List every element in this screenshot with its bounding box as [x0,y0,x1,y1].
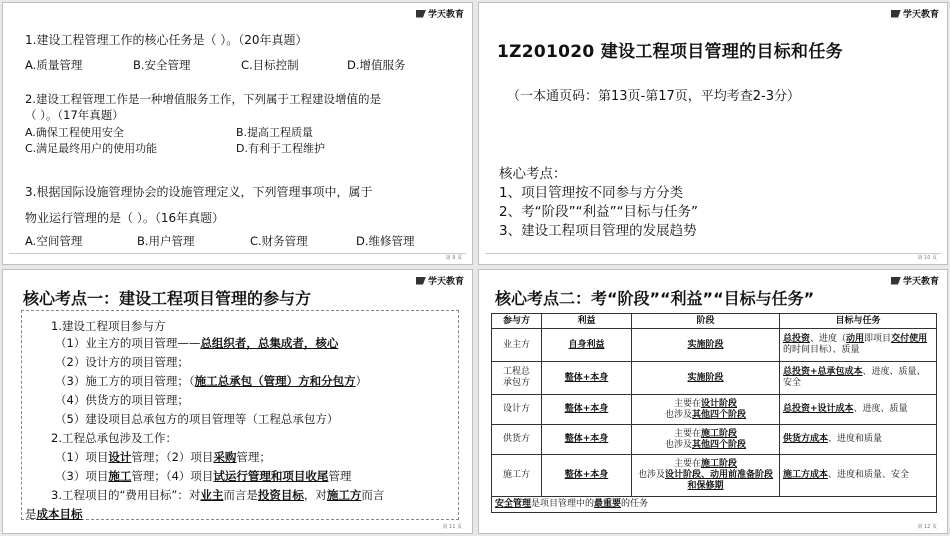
logo-icon [891,10,901,18]
item-text: 管理；（4）项目 [131,469,214,483]
brand-text: 学天教育 [427,10,464,20]
option-d: D.维修管理 [356,234,415,248]
core-item: 2、考“阶段”“利益”“目标与任务” [499,204,699,220]
item-emphasis: 成本目标 [36,507,83,521]
goal-emphasis: 总投资+设计成本 [783,404,854,414]
question-2-line-2: （ ）。（17年真题） [25,108,124,122]
goal-text: 、进度、质量 [853,404,908,414]
option-c: C.满足最终用户的使用功能 [25,142,158,155]
brand-logo [416,274,464,287]
item-text: 管理； [236,450,271,464]
participant-item-5: （5）建设项目总承包方的项目管理等（工程总承包方） [55,412,339,426]
option-d: D.增值服务 [347,58,406,72]
stage-cell [632,425,780,455]
slide-9 [2,2,473,265]
goal-cell [780,425,937,455]
table-footer-row [492,497,937,513]
option-c: C.目标控制 [241,58,299,72]
slide-title: 1Z201020 建设工程项目管理的目标和任务 [497,42,843,62]
brand-logo [416,7,464,20]
footer-divider [485,253,941,254]
goal-emphasis: 动用 [846,334,865,344]
stage-text: 主要在 [673,398,701,409]
slide-subtitle: （一本通页码：第13页-第17页，平均考查2-3分） [507,89,801,104]
goal-emphasis: 施工方成本 [783,470,829,480]
option-c: C.财务管理 [250,234,308,248]
item-text: （3）项目 [55,469,109,483]
slide-12 [478,269,948,534]
party-cell: 业主方 [492,329,542,362]
goal-text: 、进度和质量、安全 [828,470,910,480]
stage-emphasis: 其他四个阶段 [692,439,747,450]
goal-emphasis: 总投资 [783,334,811,344]
question-1-options [25,57,406,73]
brand-logo [891,7,939,20]
question-3-line-1: 3.根据国际设施管理协会的设施管理定义，下列管理事项中，属于 [25,185,373,199]
party-cell: 施工方 [492,455,542,497]
footer-emphasis: 最重要 [594,499,622,509]
party-text: 工程总承包方 [503,367,531,388]
core-points [499,165,698,241]
stage-emphasis: 设计阶段 [701,398,738,409]
core-item: 3、建设工程项目管理的发展趋势 [499,223,697,239]
interest-cell: 整体+本身 [542,455,632,497]
work-item-1 [55,449,271,465]
option-b: B.提高工程质量 [236,126,314,139]
item-text: 是 [25,507,37,521]
work-item-2 [55,468,351,484]
section-heading-3-cont [25,506,83,522]
question-1: 1.建设工程管理工作的核心任务是（ ）。（20年真题） [25,33,308,47]
table-row [492,329,937,362]
interest-cell: 整体+本身 [542,395,632,425]
footer-emphasis: 安全管理 [495,499,532,509]
participant-item-2: （2）设计方的项目管理； [55,355,189,369]
slide-title: 核心考点二：考“阶段”“利益”“目标与任务” [495,289,815,308]
participant-item-3 [55,373,367,389]
question-3 [25,179,372,231]
goal-emphasis: 总投资+总承包成本 [783,367,863,377]
stage-text: 主要在 [673,428,701,439]
item-emphasis: 总组织者，总集成者，核心 [200,336,339,350]
stage-line [635,429,776,440]
page-number: 第 11 页 [442,524,462,530]
footer-cell [492,497,937,513]
table-header-row [492,314,937,329]
item-emphasis: 投资目标 [257,488,304,502]
option-b: B.用户管理 [137,234,195,248]
item-text: 而言是 [223,488,258,502]
stage-emphasis: 施工阶段 [701,428,738,439]
interest-cell: 整体+本身 [542,362,632,395]
slide-11 [2,269,473,534]
option-d: D.有利于工程维护 [236,142,325,155]
question-2-options [25,125,436,157]
footer-divider [9,253,466,254]
option-a: A.空间管理 [25,234,83,248]
item-text: （1）项目 [55,450,109,464]
item-text: （3）施工方的项目管理；（ [55,374,195,388]
table-row [492,362,937,395]
question-2 [25,91,381,123]
stage-line [635,440,776,451]
item-emphasis: 施工方 [326,488,362,502]
logo-icon [416,10,426,18]
core-heading: 核心考点： [499,166,567,182]
question-3-options [25,233,415,249]
item-emphasis: 施工总承包（管理）方和分包方 [194,374,356,388]
item-emphasis: 设计 [108,450,132,464]
item-text: 管理；（2）项目 [131,450,214,464]
stage-emphasis: 设计阶段、动用前准备阶段和保修期 [665,470,774,491]
item-text: 管理 [328,469,352,483]
page-number: 第 9 页 [445,255,462,261]
stage-cell [632,395,780,425]
brand-logo [891,274,939,287]
goal-emphasis: 供货方成本 [783,434,829,444]
table-row [492,455,937,497]
page-number: 第 12 页 [917,524,937,530]
item-emphasis: 业主 [200,488,224,502]
item-text: 3.工程项目的“费用目标”：对 [51,488,201,502]
stage-emphasis: 其他四个阶段 [692,409,747,420]
interest-cell: 整体+本身 [542,425,632,455]
goal-text: 的时间目标）、质量 [783,345,860,355]
brand-text: 学天教育 [902,10,939,20]
stage-cell [632,455,780,497]
option-b: B.安全管理 [133,58,191,72]
stage-line [635,399,776,410]
item-text: ，对 [303,488,327,502]
stage-text: 主要在 [673,459,701,469]
section-heading-3 [51,487,384,503]
item-text: ） [355,374,368,388]
slide-title: 核心考点一：建设工程项目管理的参与方 [23,289,312,308]
goal-emphasis: 交付使用 [891,334,928,344]
item-emphasis: 试运行管理和项目收尾 [213,469,329,483]
stage-emphasis: 施工阶段 [701,459,738,469]
option-a: A.确保工程使用安全 [25,126,124,139]
logo-icon [416,277,426,285]
goal-text: 、进度和质量 [828,434,883,444]
goal-cell [780,362,937,395]
table-row [492,425,937,455]
participant-item-4: （4）供货方的项目管理； [55,393,189,407]
stage-line [635,410,776,421]
item-emphasis: 施工 [108,469,132,483]
party-cell: 供货方 [492,425,542,455]
party-cell [492,362,542,395]
item-text: 而言 [361,488,385,502]
stage-text: 也涉及 [664,409,692,420]
brand-text: 学天教育 [902,277,939,287]
interest-cell: 自身利益 [542,329,632,362]
table-row [492,395,937,425]
column-header: 阶段 [632,314,780,329]
goal-cell [780,329,937,362]
section-heading-1: 1.建设工程项目参与方 [51,319,166,333]
party-cell: 设计方 [492,395,542,425]
brand-text: 学天教育 [427,277,464,287]
slide-10 [478,2,948,265]
section-heading-2: 2.工程总承包涉及工作： [51,431,177,445]
question-2-line-1: 2.建设工程管理工作是一种增值服务工作，下列属于工程建设增值的是 [25,92,381,106]
stage-line [635,470,776,492]
stage-cell: 实施阶段 [632,329,780,362]
column-header: 利益 [542,314,632,329]
core-item: 1、项目管理按不同参与方分类 [499,185,684,201]
stage-line [635,459,776,470]
column-header: 目标与任务 [780,314,937,329]
logo-icon [891,277,901,285]
footer-text: 的任务 [621,499,649,509]
participant-item-1 [55,335,338,351]
goal-text: 、进度、质量、安全 [783,367,926,388]
participants-table [491,313,937,513]
goal-cell [780,395,937,425]
stage-text: 也涉及 [637,470,665,480]
page-number: 第 10 页 [917,255,937,261]
goal-text: 即项目 [864,334,892,344]
footer-text: 是项目管理中的 [531,499,595,509]
item-emphasis: 采购 [213,450,237,464]
column-header: 参与方 [492,314,542,329]
goal-cell [780,455,937,497]
stage-cell: 实施阶段 [632,362,780,395]
item-text: （1）业主方的项目管理—— [55,336,201,350]
goal-text: 、进度（ [810,334,847,344]
option-a: A.质量管理 [25,58,83,72]
question-3-line-2: 物业运行管理的是（ ）。（16年真题） [25,211,225,225]
stage-text: 也涉及 [664,439,692,450]
